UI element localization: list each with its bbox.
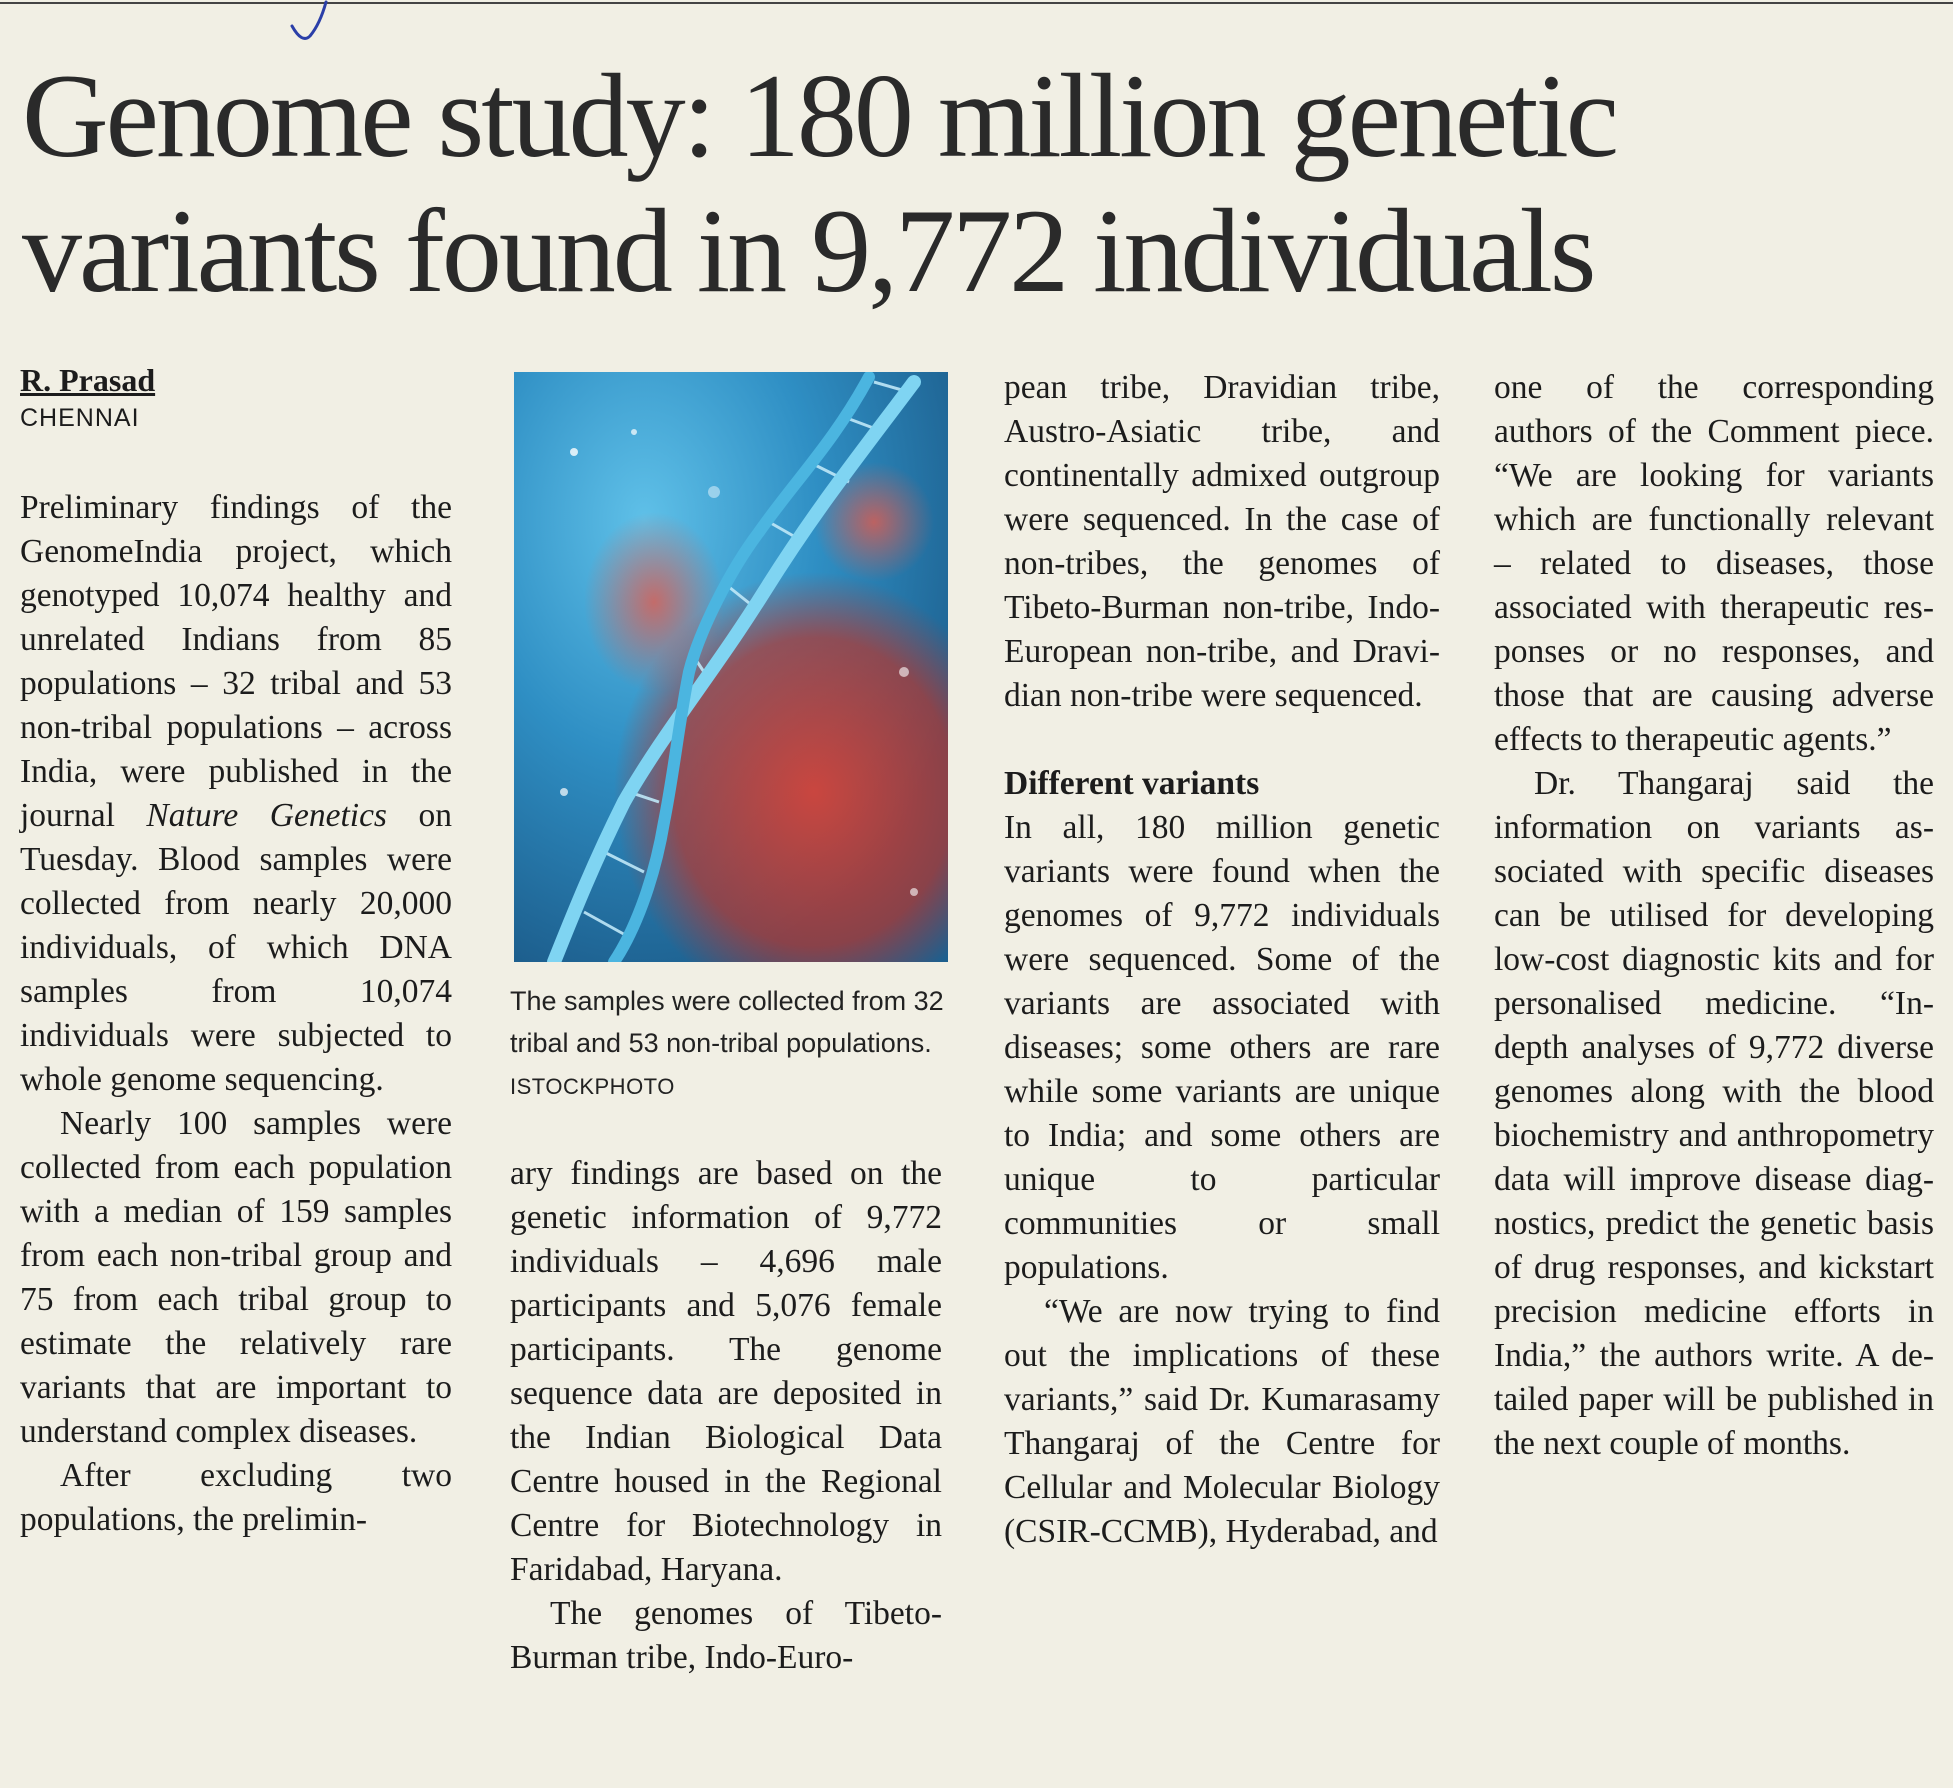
journal-name: Nature Genetics — [146, 797, 387, 834]
paragraph: one of the corresponding authors of the Comment piece. “We are looking for variants which are functionally relevant – related to diseases, those associated with therapeutic responses or no responses, and those that are causing adverse effects to therapeutic agents.” — [1494, 369, 1934, 758]
article-column-3 — [1004, 366, 1440, 1554]
article-column-4 — [1494, 366, 1934, 1466]
article-column-1 — [20, 360, 452, 1542]
paragraph: ary findings are based on the genetic information of 9,772 individuals – 4,696 male participants and 5,076 female participants. The genome sequence data are deposited in the Indian Biological Data Centre housed in the Regional Centre for Biotechnology in Faridabad, Haryana. — [510, 1155, 942, 1588]
headline — [22, 48, 1922, 318]
paragraph: Nearly 100 samples were collected from each population with a median of 159 samples from each non-tribal group and 75 from each tribal group to estimate the relatively rare variants that are important to understand complex diseases. — [20, 1105, 452, 1450]
photo-credit: ISTOCKPHOTO — [510, 1074, 675, 1099]
paragraph: “We are now trying to find out the implications of these variants,” said Dr. Kumarasamy Thangaraj of the Centre for Cellular and Molecular Biology (CSIR-CCMB), Hyderabad, and — [1004, 1293, 1440, 1550]
photo-caption — [510, 980, 960, 1108]
paragraph: The genomes of Tibeto-Burman tribe, Indo-Euro- — [510, 1595, 942, 1676]
subhead-different-variants: Different variants — [1004, 765, 1260, 802]
dna-helix-icon — [514, 372, 948, 962]
headline-line-1: Genome study: 180 million genetic — [22, 49, 1617, 182]
dna-photo — [514, 372, 948, 962]
paragraph: Dr. Thangaraj said the information on variants associated with specific diseases can be utilised for developing low-cost diagnostic kits and for personalised medicine. “In-depth analyses of 9,772 diverse genomes along with the blood biochemistry and anthropometry data will improve disease diagnostics, predict the genetic basis of drug responses, and kickstart precision medicine efforts in India,” the authors write. A detailed paper will be published in the next couple of months. — [1494, 765, 1934, 1462]
byline-author: R. Prasad — [20, 362, 156, 398]
dateline: CHENNAI — [20, 404, 140, 432]
article-column-2 — [510, 1152, 942, 1680]
paragraph: Preliminary findings of the GenomeIndia project, which genotyped 10,074 healthy and unrelated Indians from 85 populations – 32 tribal and 53 non-tribal populations – across India, were published in the journal Nature Genetics on Tuesday. Blood samples were collected from nearly 20,000 individuals, of which DNA samples from 10,074 individuals were subjected to whole genome sequencing. — [20, 489, 452, 1098]
paragraph: pean tribe, Dravidian tribe, Austro-Asiatic tribe, and continentally admixed outgroup were sequenced. In the case of non-tribes, the genomes of Tibeto-Burman non-tribe, Indo-European non-tribe, and Dravidian non-tribe were sequenced. — [1004, 369, 1440, 714]
caption-text: The samples were collected from 32 tribal and 53 non-tribal populations. — [510, 986, 944, 1058]
headline-line-2: variants found in 9,772 individuals — [22, 184, 1594, 317]
paragraph: After excluding two populations, the prelimin- — [20, 1457, 452, 1538]
pen-check-mark-icon — [288, 0, 332, 46]
paragraph: In all, 180 million genetic variants were found when the genomes of 9,772 individuals were sequenced. Some of the variants are associated with diseases; some others are rare while some variants are unique to India; and some others are unique to particular communities or small populations. — [1004, 809, 1440, 1286]
